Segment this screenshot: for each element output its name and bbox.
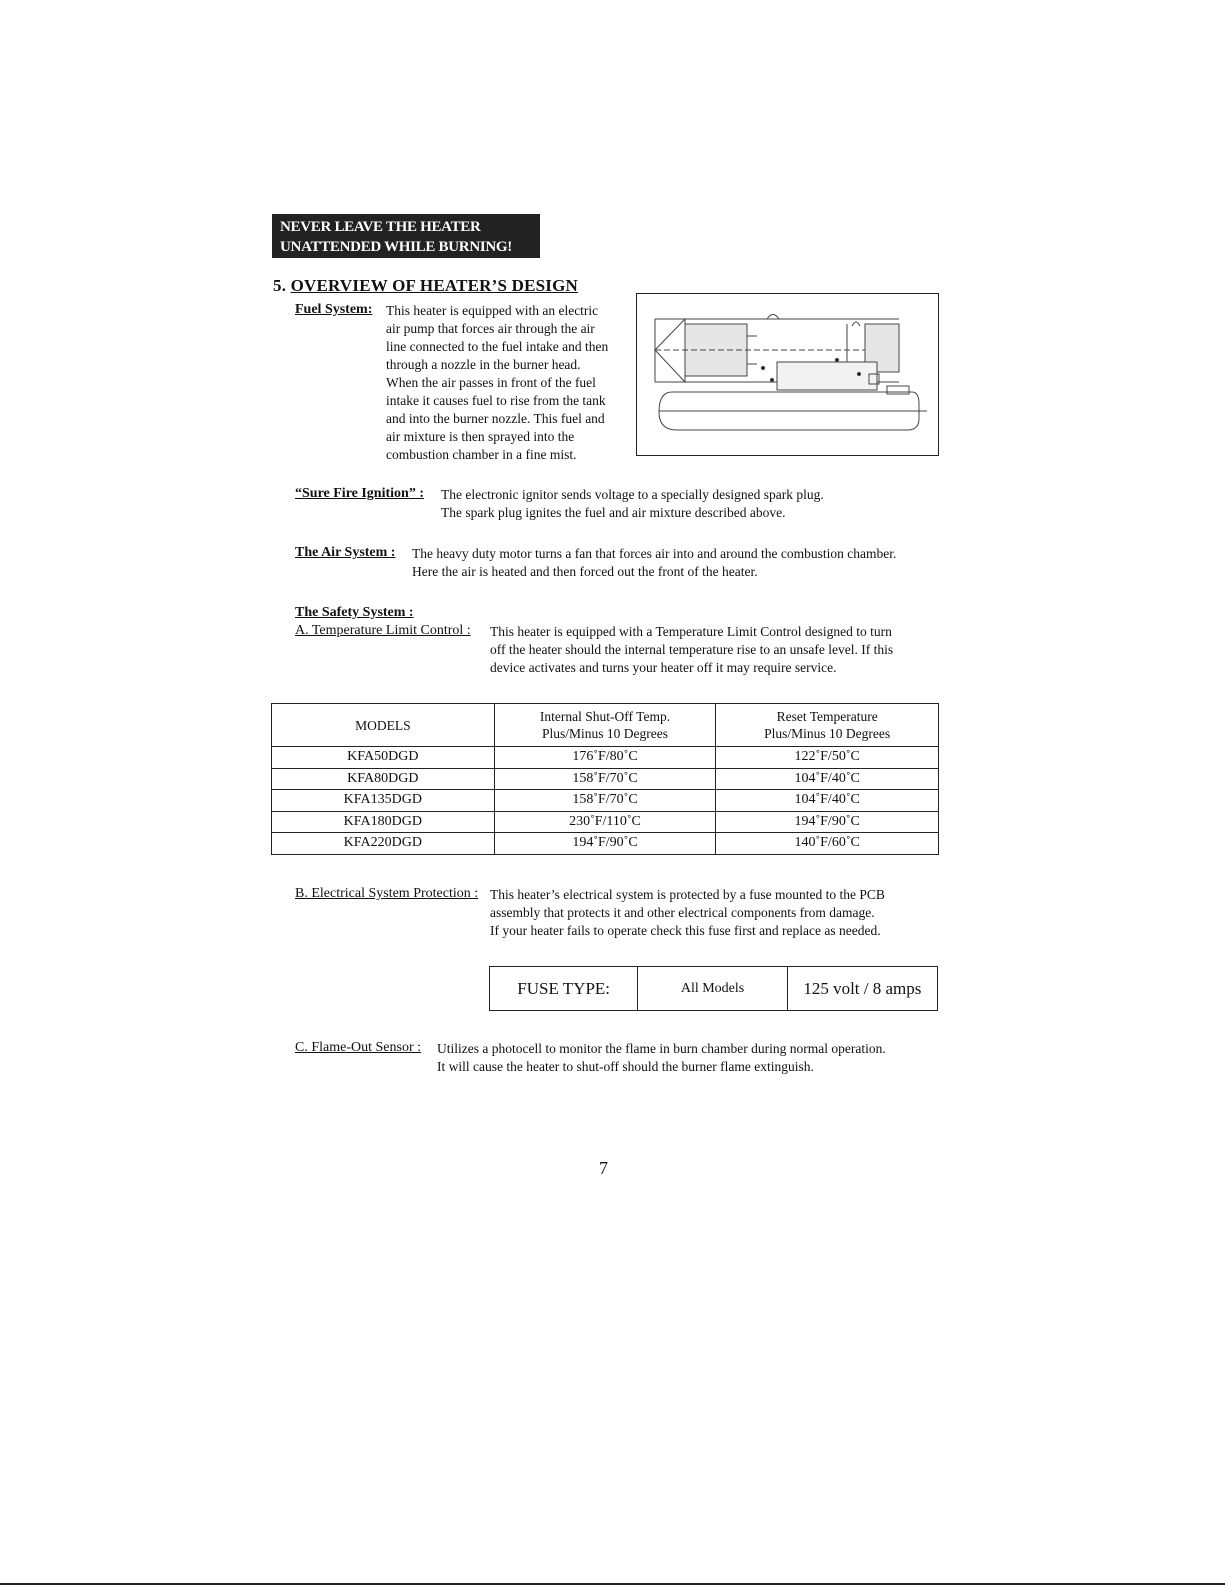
table-row — [272, 790, 939, 812]
models-header: MODELS — [272, 704, 495, 747]
fuel-line: intake it causes fuel to rise from the tank — [386, 393, 606, 408]
temp-line: off the heater should the internal temperature rise to an unsafe level. If this — [490, 642, 894, 657]
model-cell: KFA80DGD — [272, 768, 495, 790]
heater-cutaway-figure — [636, 293, 939, 456]
electrical-protection-label: B. Electrical System Protection : — [295, 886, 479, 901]
flame-out-line-1: Utilizes a photocell to monitor the flame in burn chamber during normal operation. — [437, 1041, 886, 1056]
reset-cell: 104˚F/40˚C — [716, 768, 939, 790]
fuel-system-text — [386, 302, 636, 464]
shutoff-cell: 158˚F/70˚C — [494, 768, 716, 790]
table-row — [272, 811, 939, 833]
shutoff-header-line-2: Plus/Minus 10 Degrees — [542, 726, 668, 741]
model-cell: KFA135DGD — [272, 790, 495, 812]
fuel-line: When the air passes in front of the fuel — [386, 375, 596, 390]
fuel-line: air pump that forces air through the air — [386, 321, 595, 336]
fuel-line: line connected to the fuel intake and then — [386, 339, 609, 354]
electrical-line: If your heater fails to operate check this fuse first and replace as needed. — [490, 923, 881, 938]
warning-banner — [272, 214, 540, 258]
reset-header-line-2: Plus/Minus 10 Degrees — [764, 726, 891, 741]
model-cell: KFA180DGD — [272, 811, 495, 833]
fuse-type-label: FUSE TYPE: — [490, 967, 638, 1011]
reset-cell: 194˚F/90˚C — [716, 811, 939, 833]
table-header-row — [272, 704, 939, 747]
section-number: 5. — [273, 276, 287, 295]
table-row — [272, 747, 939, 769]
reset-cell: 140˚F/60˚C — [716, 833, 939, 855]
ignition-line-1: The electronic ignitor sends voltage to a specially designed spark plug. — [441, 487, 824, 502]
temp-line: This heater is equipped with a Temperature Limit Control designed to turn — [490, 624, 892, 639]
shutoff-cell: 230˚F/110˚C — [494, 811, 716, 833]
fuel-line: combustion chamber in a fine mist. — [386, 447, 577, 462]
fuel-line: air mixture is then sprayed into the — [386, 429, 575, 444]
page-number: 7 — [599, 1158, 608, 1178]
flame-out-label: C. Flame-Out Sensor : — [295, 1040, 421, 1055]
fuel-line: This heater is equipped with an electric — [386, 303, 599, 318]
temp-line: device activates and turns your heater off it may require service. — [490, 660, 837, 675]
flame-out-line-2: It will cause the heater to shut-off should the burner flame extinguish. — [437, 1059, 814, 1074]
shutoff-header-line-1: Internal Shut-Off Temp. — [539, 709, 671, 724]
shutoff-cell: 176˚F/80˚C — [494, 747, 716, 769]
air-system-text — [412, 545, 952, 581]
ignition-text — [441, 486, 911, 522]
warning-line-1: NEVER LEAVE THE HEATER — [280, 219, 481, 235]
safety-system-label: The Safety System : — [295, 605, 414, 620]
fuse-rating-cell: 125 volt / 8 amps — [787, 967, 937, 1011]
ignition-label: “Sure Fire Ignition” : — [295, 486, 424, 501]
fuel-line: through a nozzle in the burner head. — [386, 357, 581, 372]
air-system-label: The Air System : — [295, 545, 396, 560]
reset-cell: 104˚F/40˚C — [716, 790, 939, 812]
electrical-protection-text — [490, 886, 930, 940]
model-cell: KFA220DGD — [272, 833, 495, 855]
air-line-2: Here the air is heated and then forced out the front of the heater. — [412, 564, 758, 579]
air-line-1: The heavy duty motor turns a fan that forces air into and around the combustion chamber. — [412, 546, 897, 561]
fuel-system-label: Fuel System: — [295, 302, 373, 317]
electrical-line: assembly that protects it and other electrical components from damage. — [490, 905, 875, 920]
temperature-limit-label: A. Temperature Limit Control : — [295, 623, 471, 638]
table-row — [272, 833, 939, 855]
temperature-limit-table — [271, 703, 939, 855]
fuse-row — [490, 967, 938, 1011]
flame-out-text — [437, 1040, 937, 1076]
table-row — [272, 768, 939, 790]
reset-cell: 122˚F/50˚C — [716, 747, 939, 769]
model-cell: KFA50DGD — [272, 747, 495, 769]
electrical-line: This heater’s electrical system is protected by a fuse mounted to the PCB — [490, 887, 885, 902]
shutoff-cell: 194˚F/90˚C — [494, 833, 716, 855]
fuse-type-table — [489, 966, 938, 1011]
shutoff-header — [494, 704, 716, 747]
fuel-line: and into the burner nozzle. This fuel and — [386, 411, 605, 426]
shutoff-cell: 158˚F/70˚C — [494, 790, 716, 812]
temperature-limit-text — [490, 623, 940, 677]
ignition-line-2: The spark plug ignites the fuel and air mixture described above. — [441, 505, 786, 520]
reset-header-line-1: Reset Temperature — [776, 709, 878, 724]
fuse-models-cell: All Models — [638, 967, 787, 1011]
section-title: OVERVIEW OF HEATER’S DESIGN — [290, 276, 579, 295]
warning-line-2: UNATTENDED WHILE BURNING! — [280, 239, 512, 255]
heater-cutaway-drawing — [637, 294, 937, 454]
reset-header — [716, 704, 939, 747]
section-heading — [273, 276, 578, 296]
